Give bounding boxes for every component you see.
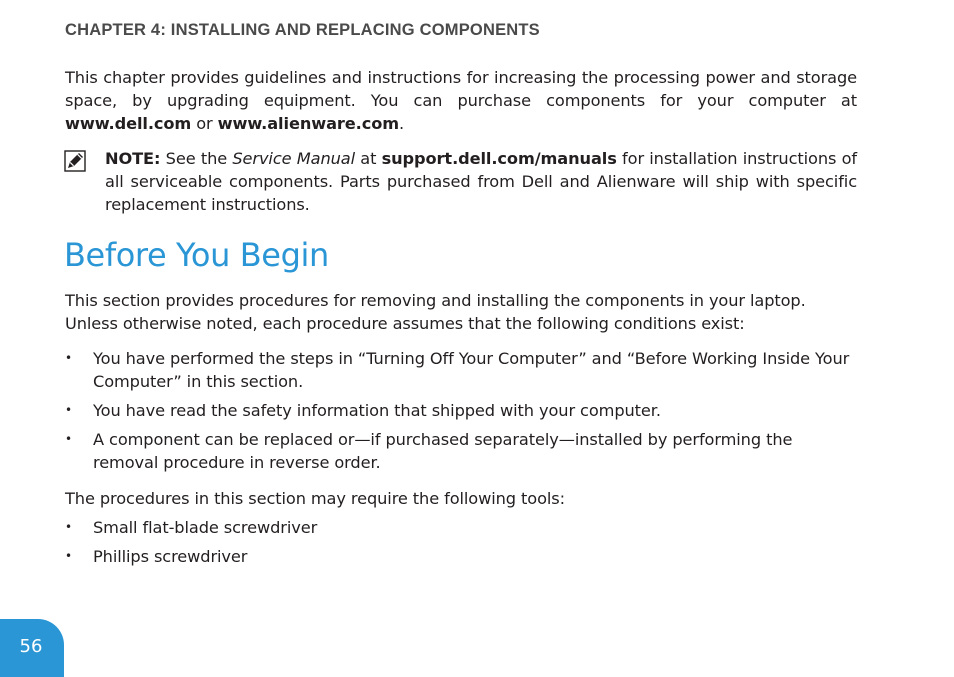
note-text-1: See the xyxy=(160,149,233,168)
intro-joiner: or xyxy=(191,114,218,133)
tool-text: Small flat-blade screwdriver xyxy=(93,518,318,537)
condition-text: A component can be replaced or—if purchased separately—installed by performing the removal procedure in reverse order. xyxy=(93,430,793,472)
conditions-list xyxy=(65,347,857,480)
condition-text: You have performed the steps in “Turning Off Your Computer” and “Before Working Inside Your Computer” in this section. xyxy=(93,349,850,391)
intro-end: . xyxy=(399,114,405,133)
bullet-icon: • xyxy=(65,432,72,446)
tools-list xyxy=(65,516,857,574)
intro-text: This chapter provides guidelines and instructions for increasing the processing power and storage space, by upgrading equipment. You can purchase components for your computer at xyxy=(65,68,857,110)
note-label: NOTE: xyxy=(105,149,161,168)
tools-intro: The procedures in this section may require the following tools: xyxy=(65,489,565,508)
list-item xyxy=(65,428,857,474)
intro-paragraph xyxy=(65,66,857,135)
list-item xyxy=(65,516,857,539)
section-intro: This section provides procedures for removing and installing the components in your laptop. Unless otherwise noted, each procedure assumes that the following conditions exist: xyxy=(65,291,806,333)
tool-text: Phillips screwdriver xyxy=(93,547,248,566)
list-item xyxy=(65,399,857,422)
service-manual-title: Service Manual xyxy=(232,149,355,168)
note-text-2: at xyxy=(354,149,382,168)
dell-link[interactable]: www.dell.com xyxy=(65,114,192,133)
bullet-icon: • xyxy=(65,351,72,365)
support-manuals-link[interactable]: support.dell.com/manuals xyxy=(381,149,617,168)
bullet-icon: • xyxy=(65,549,72,563)
note-paragraph xyxy=(105,147,857,216)
page-number: 56 xyxy=(19,636,43,657)
bullet-icon: • xyxy=(65,520,72,534)
list-item xyxy=(65,545,857,568)
section-title: Before You Begin xyxy=(64,236,329,274)
alienware-link[interactable]: www.alienware.com xyxy=(217,114,400,133)
list-item xyxy=(65,347,857,393)
pencil-note-icon xyxy=(64,150,86,172)
condition-text: You have read the safety information that shipped with your computer. xyxy=(93,401,661,420)
chapter-header: CHAPTER 4: INSTALLING AND REPLACING COMPONENTS xyxy=(65,21,540,39)
note-text-3: for installation instructions of all serviceable components. Parts purchased from Dell and Alienware will ship with specific replacement instructions. xyxy=(105,149,857,214)
bullet-icon: • xyxy=(65,403,72,417)
